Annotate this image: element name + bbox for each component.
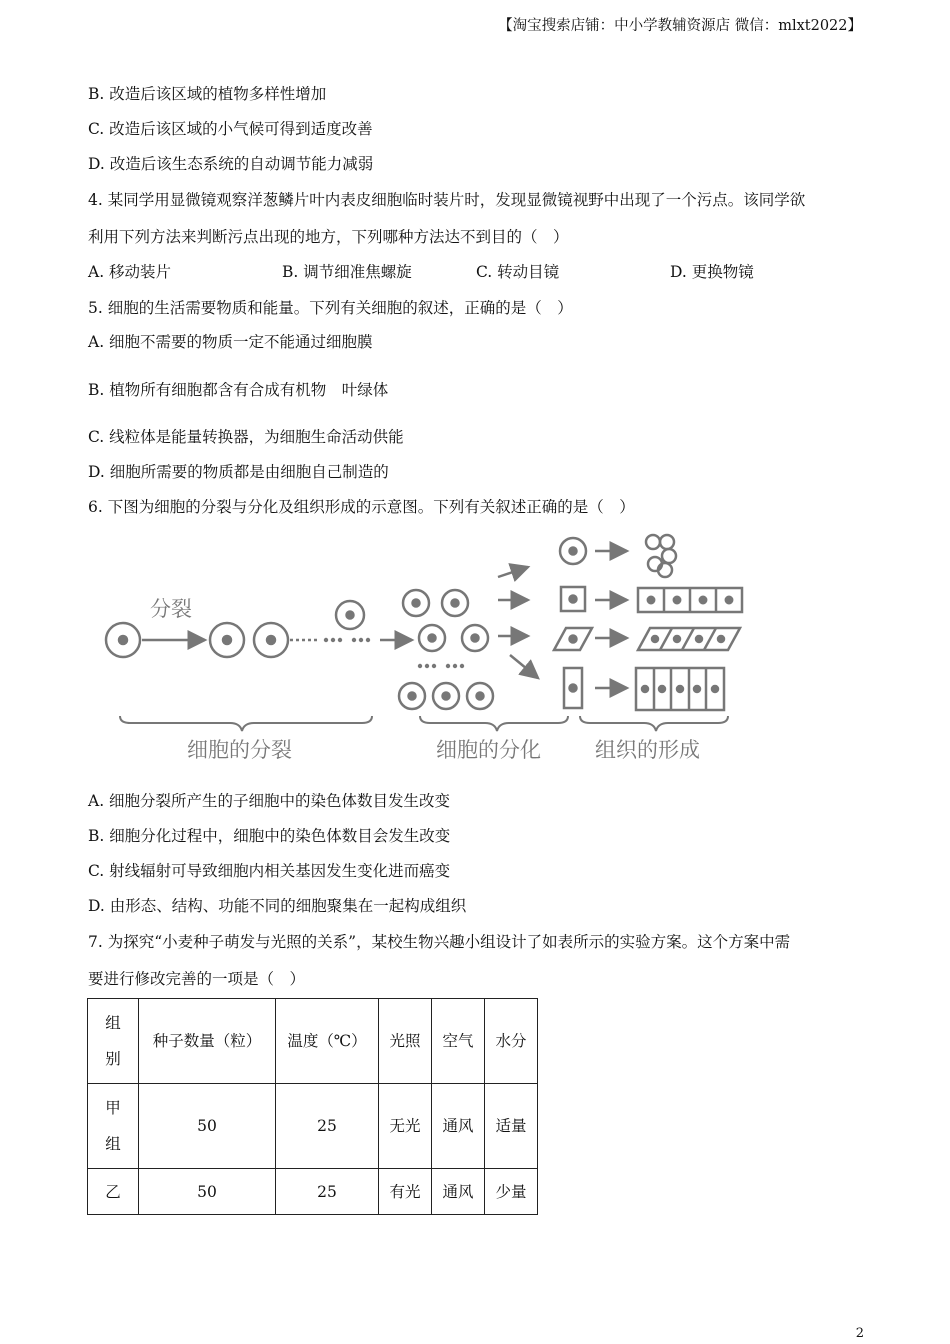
cell-division-diagram (90, 530, 750, 770)
tall-tissue-icon (636, 668, 724, 710)
experiment-table (87, 998, 538, 1215)
caption-division: 细胞的分裂 (187, 738, 292, 762)
cell-icon (442, 590, 468, 616)
table-header-cell: 空气 (432, 999, 485, 1084)
q5-option-c: C. 线粒体是能量转换器，为细胞生命活动供能 (88, 428, 404, 446)
q5-option-b: B. 植物所有细胞都含有合成有机物 叶绿体 (88, 381, 389, 399)
q4-option-c: C. 转动目镜 (476, 263, 560, 281)
tall-cell-icon (564, 668, 582, 708)
page-number: 2 (855, 1326, 864, 1341)
table-cell: 50 (139, 1084, 276, 1169)
round-cell-icon (560, 538, 586, 564)
table-header-cell: 温度（℃） (276, 999, 379, 1084)
parallelogram-tissue-icon (638, 628, 740, 650)
table-header-cell: 组 别 (88, 999, 139, 1084)
parallelogram-cell-icon (554, 628, 592, 650)
page-header: 【淘宝搜索店铺：中小学教辅资源店 微信：mlxt2022】 (498, 18, 862, 34)
q5-option-d: D. 细胞所需要的物质都是由细胞自己制造的 (88, 463, 389, 481)
table-cell: 25 (276, 1084, 379, 1169)
cell-icon (462, 625, 488, 651)
square-cell-icon (561, 587, 585, 611)
table-header-cell: 种子数量（粒） (139, 999, 276, 1084)
cell-icon (419, 625, 445, 651)
q6-option-b: B. 细胞分化过程中，细胞中的染色体数目会发生改变 (88, 827, 451, 845)
q3-option-d: D. 改造后该生态系统的自动调节能力减弱 (88, 155, 374, 173)
table-cell: 25 (276, 1169, 379, 1215)
caption-differentiation: 细胞的分化 (436, 738, 541, 762)
table-header-row (88, 999, 538, 1084)
table-cell: 通风 (432, 1084, 485, 1169)
dividing-cell-icon (336, 601, 364, 629)
table-header-cell: 光照 (379, 999, 432, 1084)
q5-option-a: A. 细胞不需要的物质一定不能通过细胞膜 (88, 333, 373, 351)
parent-cell-icon (106, 623, 140, 657)
table-cell: 无光 (379, 1084, 432, 1169)
q6-stem: 6. 下图为细胞的分裂与分化及组织形成的示意图。下列有关叙述正确的是（ ） (88, 498, 635, 516)
q5-stem: 5. 细胞的生活需要物质和能量。下列有关细胞的叙述，正确的是（ ） (88, 299, 573, 317)
cell-icon (399, 683, 425, 709)
daughter-cell-icon (254, 623, 288, 657)
cell-cluster-icon (646, 535, 676, 577)
caption-tissue: 组织的形成 (595, 738, 700, 762)
q6-option-d: D. 由形态、结构、功能不同的细胞聚集在一起构成组织 (88, 897, 467, 915)
table-cell: 甲 组 (88, 1084, 139, 1169)
q3-option-c: C. 改造后该区域的小气候可得到适度改善 (88, 120, 373, 138)
table-cell: 通风 (432, 1169, 485, 1215)
table-cell: 50 (139, 1169, 276, 1215)
q7-stem-line1: 7. 为探究“小麦种子萌发与光照的关系”，某校生物兴趣小组设计了如表所示的实验方案。这个方案中需 (88, 933, 791, 951)
q6-option-a: A. 细胞分裂所产生的子细胞中的染色体数目发生改变 (88, 792, 451, 810)
q4-stem-line1: 4. 某同学用显微镜观察洋葱鳞片叶内表皮细胞临时装片时，发现显微镜视野中出现了一个污点。该同学欲 (88, 191, 806, 209)
q4-option-a: A. 移动装片 (88, 263, 172, 281)
daughter-cell-icon (210, 623, 244, 657)
divide-label: 分裂 (150, 597, 192, 621)
table-cell: 少量 (485, 1169, 538, 1215)
square-tissue-icon (638, 588, 742, 612)
q4-option-d: D. 更换物镜 (670, 263, 754, 281)
table-cell: 适量 (485, 1084, 538, 1169)
table-cell: 乙 (88, 1169, 139, 1215)
q3-option-b: B. 改造后该区域的植物多样性增加 (88, 85, 327, 103)
q7-stem-line2: 要进行修改完善的一项是（ ） (88, 970, 306, 988)
q4-option-b: B. 调节细准焦螺旋 (282, 263, 412, 281)
q4-stem-line2: 利用下列方法来判断污点出现的地方，下列哪种方法达不到目的（ ） (88, 228, 569, 246)
q6-option-c: C. 射线辐射可导致细胞内相关基因发生变化进而癌变 (88, 862, 451, 880)
table-header-cell: 水分 (485, 999, 538, 1084)
cell-icon (467, 683, 493, 709)
table-row (88, 1169, 538, 1215)
table-cell: 有光 (379, 1169, 432, 1215)
table-row (88, 1084, 538, 1169)
cell-icon (403, 590, 429, 616)
cell-icon (433, 683, 459, 709)
